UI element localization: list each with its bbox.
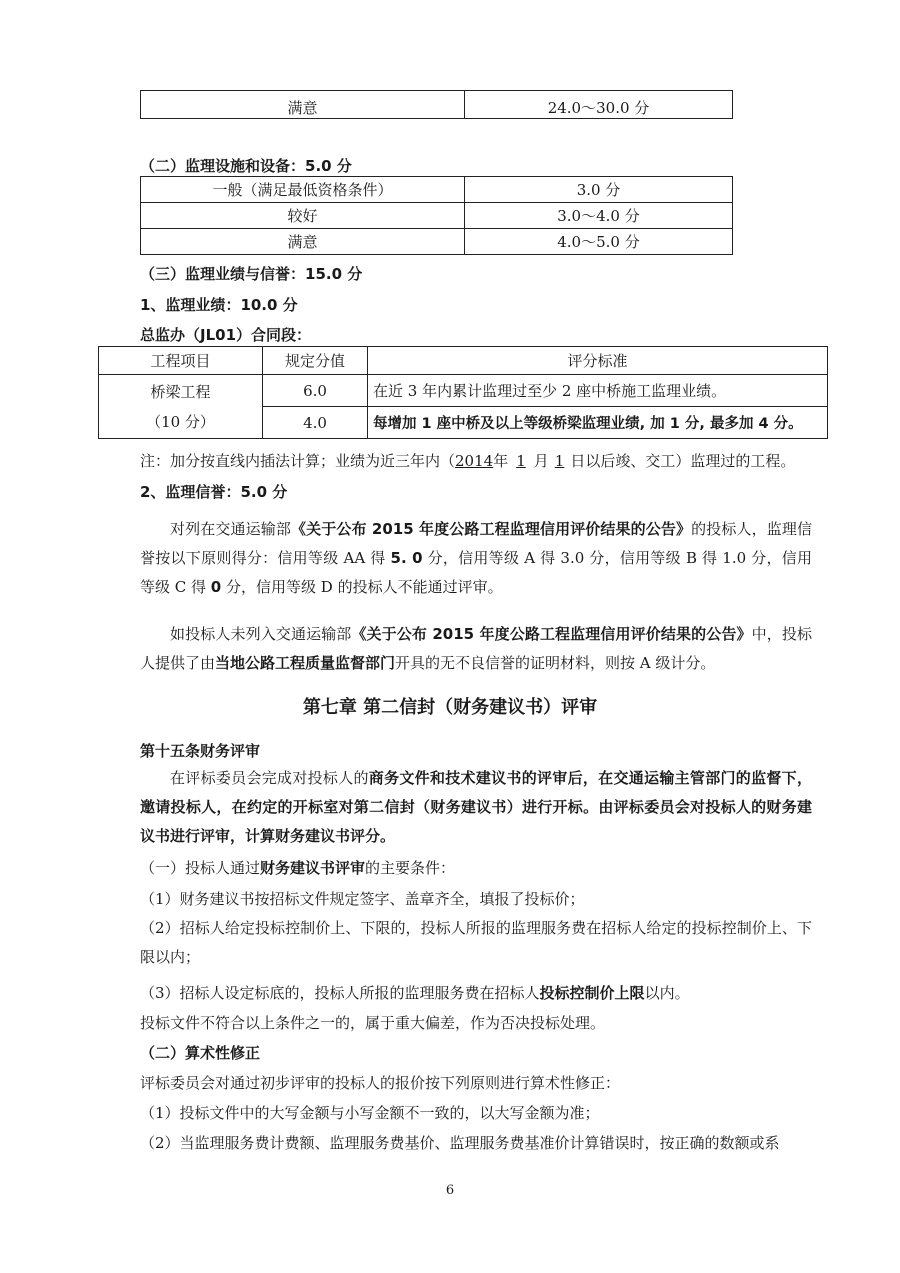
subheading-performance: 1、监理业绩：10.0 分	[140, 296, 298, 314]
note-text: 注：加分按直线内插法计算；业绩为近三年内（2014年 1 月 1 日以后竣、交工）监理过的工程。	[140, 452, 796, 470]
table-cell: 满意	[141, 229, 465, 255]
correction-rule-2: （2）当监理服务费计费额、监理服务费基价、监理服务费基准价计算错误时，按正确的数额或系	[140, 1134, 780, 1152]
table-cell: 满意	[141, 91, 465, 119]
condition-1: （1）财务建议书按招标文件规定签字、盖章齐全，填报了投标价；	[140, 890, 585, 908]
facilities-score-table	[140, 176, 733, 255]
top-score-table	[140, 90, 733, 119]
table-header: 规定分值	[263, 347, 368, 375]
subheading-credit: 2、监理信誉：5.0 分	[140, 483, 288, 501]
table-cell: 4.0～5.0 分	[465, 229, 733, 255]
credit-paragraph: 对列在交通运输部《关于公布 2015 年度公路工程监理信用评价结果的公告》的投标人，监理信誉按以下原则得分：信用等级 AA 得 5. 0 分，信用等级 A 得 3.0 分，信用等级 B 得 1.0 分，信用等级 C 得 0 分，信用等级 D 的投标人不能通过评审。	[140, 520, 812, 596]
table-row	[99, 347, 828, 375]
project-score: （10 分）	[146, 412, 215, 431]
rejection-text: 投标文件不符合以上条件之一的，属于重大偏差，作为否决投标处理。	[140, 1014, 606, 1032]
table-row	[99, 375, 828, 407]
project-name: 桥梁工程	[150, 382, 211, 401]
condition-3: （3）招标人设定标底的，投标人所报的监理服务费在招标人投标控制价上限以内。	[140, 984, 690, 1002]
table-row	[141, 203, 733, 229]
financial-review-paragraph: 在评标委员会完成对投标人的商务文件和技术建议书的评审后，在交通运输主管部门的监督下，邀请投标人，在约定的开标室对第二信封（财务建议书）进行开标。由评标委员会对投标人的财务建议书进行评审，计算财务建议书评分。	[140, 769, 812, 845]
performance-table	[98, 346, 828, 439]
table-header: 工程项目	[99, 347, 263, 375]
table-cell: 4.0	[263, 407, 368, 439]
condition-2: （2）招标人给定投标控制价上、下限的，投标人所报的监理服务费在招标人给定的投标控制价上、下限以内；	[140, 919, 812, 966]
project-cell	[99, 375, 263, 439]
section-heading-performance: （三）监理业绩与信誉：15.0 分	[140, 265, 363, 283]
table-row	[141, 229, 733, 255]
table-row	[141, 91, 733, 119]
table-cell: 一般（满足最低资格条件）	[141, 177, 465, 203]
section-heading-facilities: （二）监理设施和设备：5.0 分	[140, 157, 352, 175]
contract-heading: 总监办（JL01）合同段：	[140, 326, 312, 344]
table-cell: 在近 3 年内累计监理过至少 2 座中桥施工监理业绩。	[368, 375, 828, 407]
correction-rule-1: （1）投标文件中的大写金额与小写金额不一致的，以大写金额为准；	[140, 1104, 600, 1122]
table-cell: 6.0	[263, 375, 368, 407]
chapter-title: 第七章 第二信封（财务建议书）评审	[302, 697, 598, 718]
table-row	[141, 177, 733, 203]
table-header: 评分标准	[368, 347, 828, 375]
unlisted-paragraph: 如投标人未列入交通运输部《关于公布 2015 年度公路工程监理信用评价结果的公告》中，投标人提供了由当地公路工程质量监督部门开具的无不良信誉的证明材料，则按 A 级计分。	[140, 625, 812, 672]
page-number: 6	[445, 1183, 455, 1198]
arithmetic-correction-heading: （二）算术性修正	[140, 1044, 261, 1062]
correction-intro: 评标委员会对通过初步评审的投标人的报价按下列原则进行算术性修正：	[140, 1074, 621, 1092]
table-cell: 3.0～4.0 分	[465, 203, 733, 229]
table-cell: 较好	[141, 203, 465, 229]
table-cell: 3.0 分	[465, 177, 733, 203]
table-cell: 24.0～30.0 分	[465, 91, 733, 119]
article-heading: 第十五条财务评审	[140, 742, 261, 760]
table-cell: 每增加 1 座中桥及以上等级桥梁监理业绩, 加 1 分, 最多加 4 分。	[368, 407, 828, 439]
condition-heading: （一）投标人通过财务建议书评审的主要条件：	[140, 859, 456, 877]
